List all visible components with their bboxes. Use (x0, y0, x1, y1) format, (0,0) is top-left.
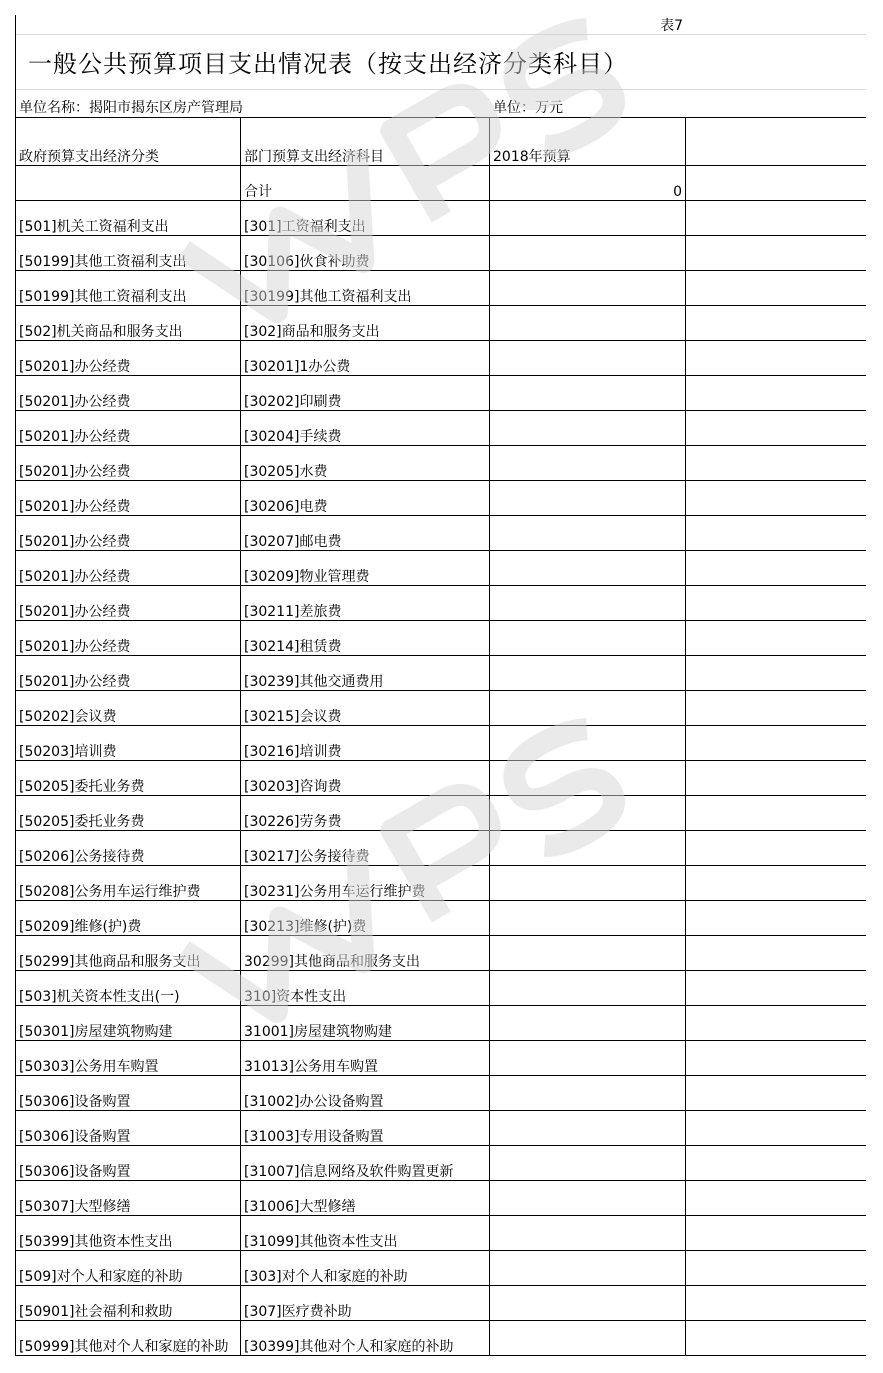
gov-class-cell: [50201]办公经费 (19, 639, 131, 655)
dept-class-cell: [30399]其他对个人和家庭的补助 (244, 1339, 454, 1355)
header-row (16, 118, 866, 166)
dept-class-cell: [303]对个人和家庭的补助 (244, 1269, 408, 1285)
dept-class-cell: [30106]伙食补助费 (244, 254, 370, 270)
table-row (16, 1321, 866, 1356)
table-body (16, 201, 866, 1356)
table-row (16, 1111, 866, 1146)
dept-class-cell: [30217]公务接待费 (244, 849, 370, 865)
table-row (16, 411, 866, 446)
dept-class-cell: [30216]培训费 (244, 744, 342, 760)
table-row (16, 971, 866, 1006)
table-row (16, 236, 866, 271)
table-row (16, 901, 866, 936)
table-row (16, 691, 866, 726)
dept-class-cell: [30215]会议费 (244, 709, 342, 725)
dept-class-cell: [30203]咨询费 (244, 779, 342, 795)
unit-label: 单位：万元 (493, 100, 563, 116)
gov-class-cell: [50201]办公经费 (19, 569, 131, 585)
dept-class-cell: [307]医疗费补助 (244, 1304, 352, 1320)
dept-class-cell: 31013]公务用车购置 (244, 1059, 378, 1075)
table-row (16, 1216, 866, 1251)
title-row (16, 35, 866, 90)
dept-class-cell: [30205]水费 (244, 464, 328, 480)
table-row (16, 306, 866, 341)
gov-class-cell: [50202]会议费 (19, 709, 117, 725)
gov-class-cell: [50201]办公经费 (19, 464, 131, 480)
gov-class-cell: [50299]其他商品和服务支出 (19, 954, 201, 970)
table-row (16, 551, 866, 586)
dept-class-cell: [30211]差旅费 (244, 604, 342, 620)
table-row (16, 831, 866, 866)
dept-class-cell: [302]商品和服务支出 (244, 324, 380, 340)
gov-class-cell: [50301]房屋建筑物购建 (19, 1024, 173, 1040)
gov-class-cell: [50209]维修(护)费 (19, 919, 142, 935)
gov-class-cell: [50201]办公经费 (19, 499, 131, 515)
table-row (16, 1006, 866, 1041)
gov-class-cell: [50205]委托业务费 (19, 779, 145, 795)
table-row (16, 271, 866, 306)
table-row (16, 1146, 866, 1181)
gov-class-cell: [502]机关商品和服务支出 (19, 324, 183, 340)
gov-class-cell: [50999]其他对个人和家庭的补助 (19, 1339, 229, 1355)
table-row (16, 936, 866, 971)
gov-class-cell: [50201]办公经费 (19, 674, 131, 690)
dept-class-cell: 30299]其他商品和服务支出 (244, 954, 420, 970)
table-row (16, 866, 866, 901)
gov-class-cell: [50306]设备购置 (19, 1129, 131, 1145)
total-value: 0 (673, 184, 682, 200)
table-row (16, 621, 866, 656)
page-title: 一般公共预算项目支出情况表（按支出经济分类科目） (28, 50, 628, 78)
gov-class-cell: [50201]办公经费 (19, 429, 131, 445)
gov-class-cell: [50303]公务用车购置 (19, 1059, 159, 1075)
table-row (16, 481, 866, 516)
dept-class-cell: [31007]信息网络及软件购置更新 (244, 1164, 454, 1180)
table-row (16, 1251, 866, 1286)
gov-class-cell: [50307]大型修缮 (19, 1199, 131, 1215)
gov-class-cell: [50208]公务用车运行维护费 (19, 884, 201, 900)
unit-row (16, 90, 866, 118)
table-row (16, 796, 866, 831)
gov-class-cell: [50201]办公经费 (19, 359, 131, 375)
table-row (16, 446, 866, 481)
gov-class-cell: [50306]设备购置 (19, 1164, 131, 1180)
dept-class-cell: [31002]办公设备购置 (244, 1094, 384, 1110)
dept-class-cell: [301]工资福利支出 (244, 219, 366, 235)
dept-class-cell: [30207]邮电费 (244, 534, 342, 550)
gov-class-cell: [503]机关资本性支出(一) (19, 989, 180, 1005)
gov-class-cell: [50201]办公经费 (19, 604, 131, 620)
gov-class-cell: [50399]其他资本性支出 (19, 1234, 173, 1250)
dept-class-cell: [30214]租赁费 (244, 639, 342, 655)
dept-class-cell: 310]资本性支出 (244, 989, 347, 1005)
gov-class-cell: [50206]公务接待费 (19, 849, 145, 865)
table-row (16, 586, 866, 621)
table-row (16, 201, 866, 236)
table-number-row (16, 15, 866, 35)
gov-class-cell: [50199]其他工资福利支出 (19, 254, 187, 270)
dept-class-cell: [30231]公务用车运行维护费 (244, 884, 426, 900)
dept-class-cell: [30226]劳务费 (244, 814, 342, 830)
table-row (16, 1181, 866, 1216)
dept-class-cell: [31099]其他资本性支出 (244, 1234, 398, 1250)
dept-class-cell: [30206]电费 (244, 499, 328, 515)
gov-class-cell: [50201]办公经费 (19, 394, 131, 410)
gov-class-cell: [50201]办公经费 (19, 534, 131, 550)
dept-class-cell: 31001]房屋建筑物购建 (244, 1024, 392, 1040)
table-row (16, 726, 866, 761)
gov-class-cell: [50205]委托业务费 (19, 814, 145, 830)
table-row (16, 516, 866, 551)
gov-class-cell: [50901]社会福利和救助 (19, 1304, 173, 1320)
dept-class-cell: [30202]印刷费 (244, 394, 342, 410)
gov-class-cell: [501]机关工资福利支出 (19, 219, 169, 235)
unit-name: 单位名称：揭阳市揭东区房产管理局 (19, 100, 243, 116)
dept-class-cell: [30213]维修(护)费 (244, 919, 367, 935)
gov-class-cell: [50199]其他工资福利支出 (19, 289, 187, 305)
dept-class-cell: [30201]1办公费 (244, 359, 351, 375)
total-row (16, 166, 866, 201)
dept-class-cell: [30204]手续费 (244, 429, 342, 445)
table-row (16, 1041, 866, 1076)
dept-class-cell: [31003]专用设备购置 (244, 1129, 384, 1145)
spreadsheet (15, 15, 866, 1356)
gov-class-cell: [509]对个人和家庭的补助 (19, 1269, 183, 1285)
table-row (16, 376, 866, 411)
table-row (16, 1076, 866, 1111)
header-gov-class: 政府预算支出经济分类 (19, 149, 159, 165)
gov-class-cell: [50203]培训费 (19, 744, 117, 760)
dept-class-cell: [30239]其他交通费用 (244, 674, 384, 690)
table-row (16, 656, 866, 691)
table-row (16, 761, 866, 796)
header-dept-class: 部门预算支出经济科目 (244, 149, 384, 165)
table-row (16, 1286, 866, 1321)
dept-class-cell: [30209]物业管理费 (244, 569, 370, 585)
dept-class-cell: [31006]大型修缮 (244, 1199, 356, 1215)
table-row (16, 341, 866, 376)
header-budget: 2018年预算 (493, 149, 571, 165)
gov-class-cell: [50306]设备购置 (19, 1094, 131, 1110)
table-number: 表7 (660, 18, 683, 34)
total-label: 合计 (244, 184, 272, 200)
dept-class-cell: [30199]其他工资福利支出 (244, 289, 412, 305)
